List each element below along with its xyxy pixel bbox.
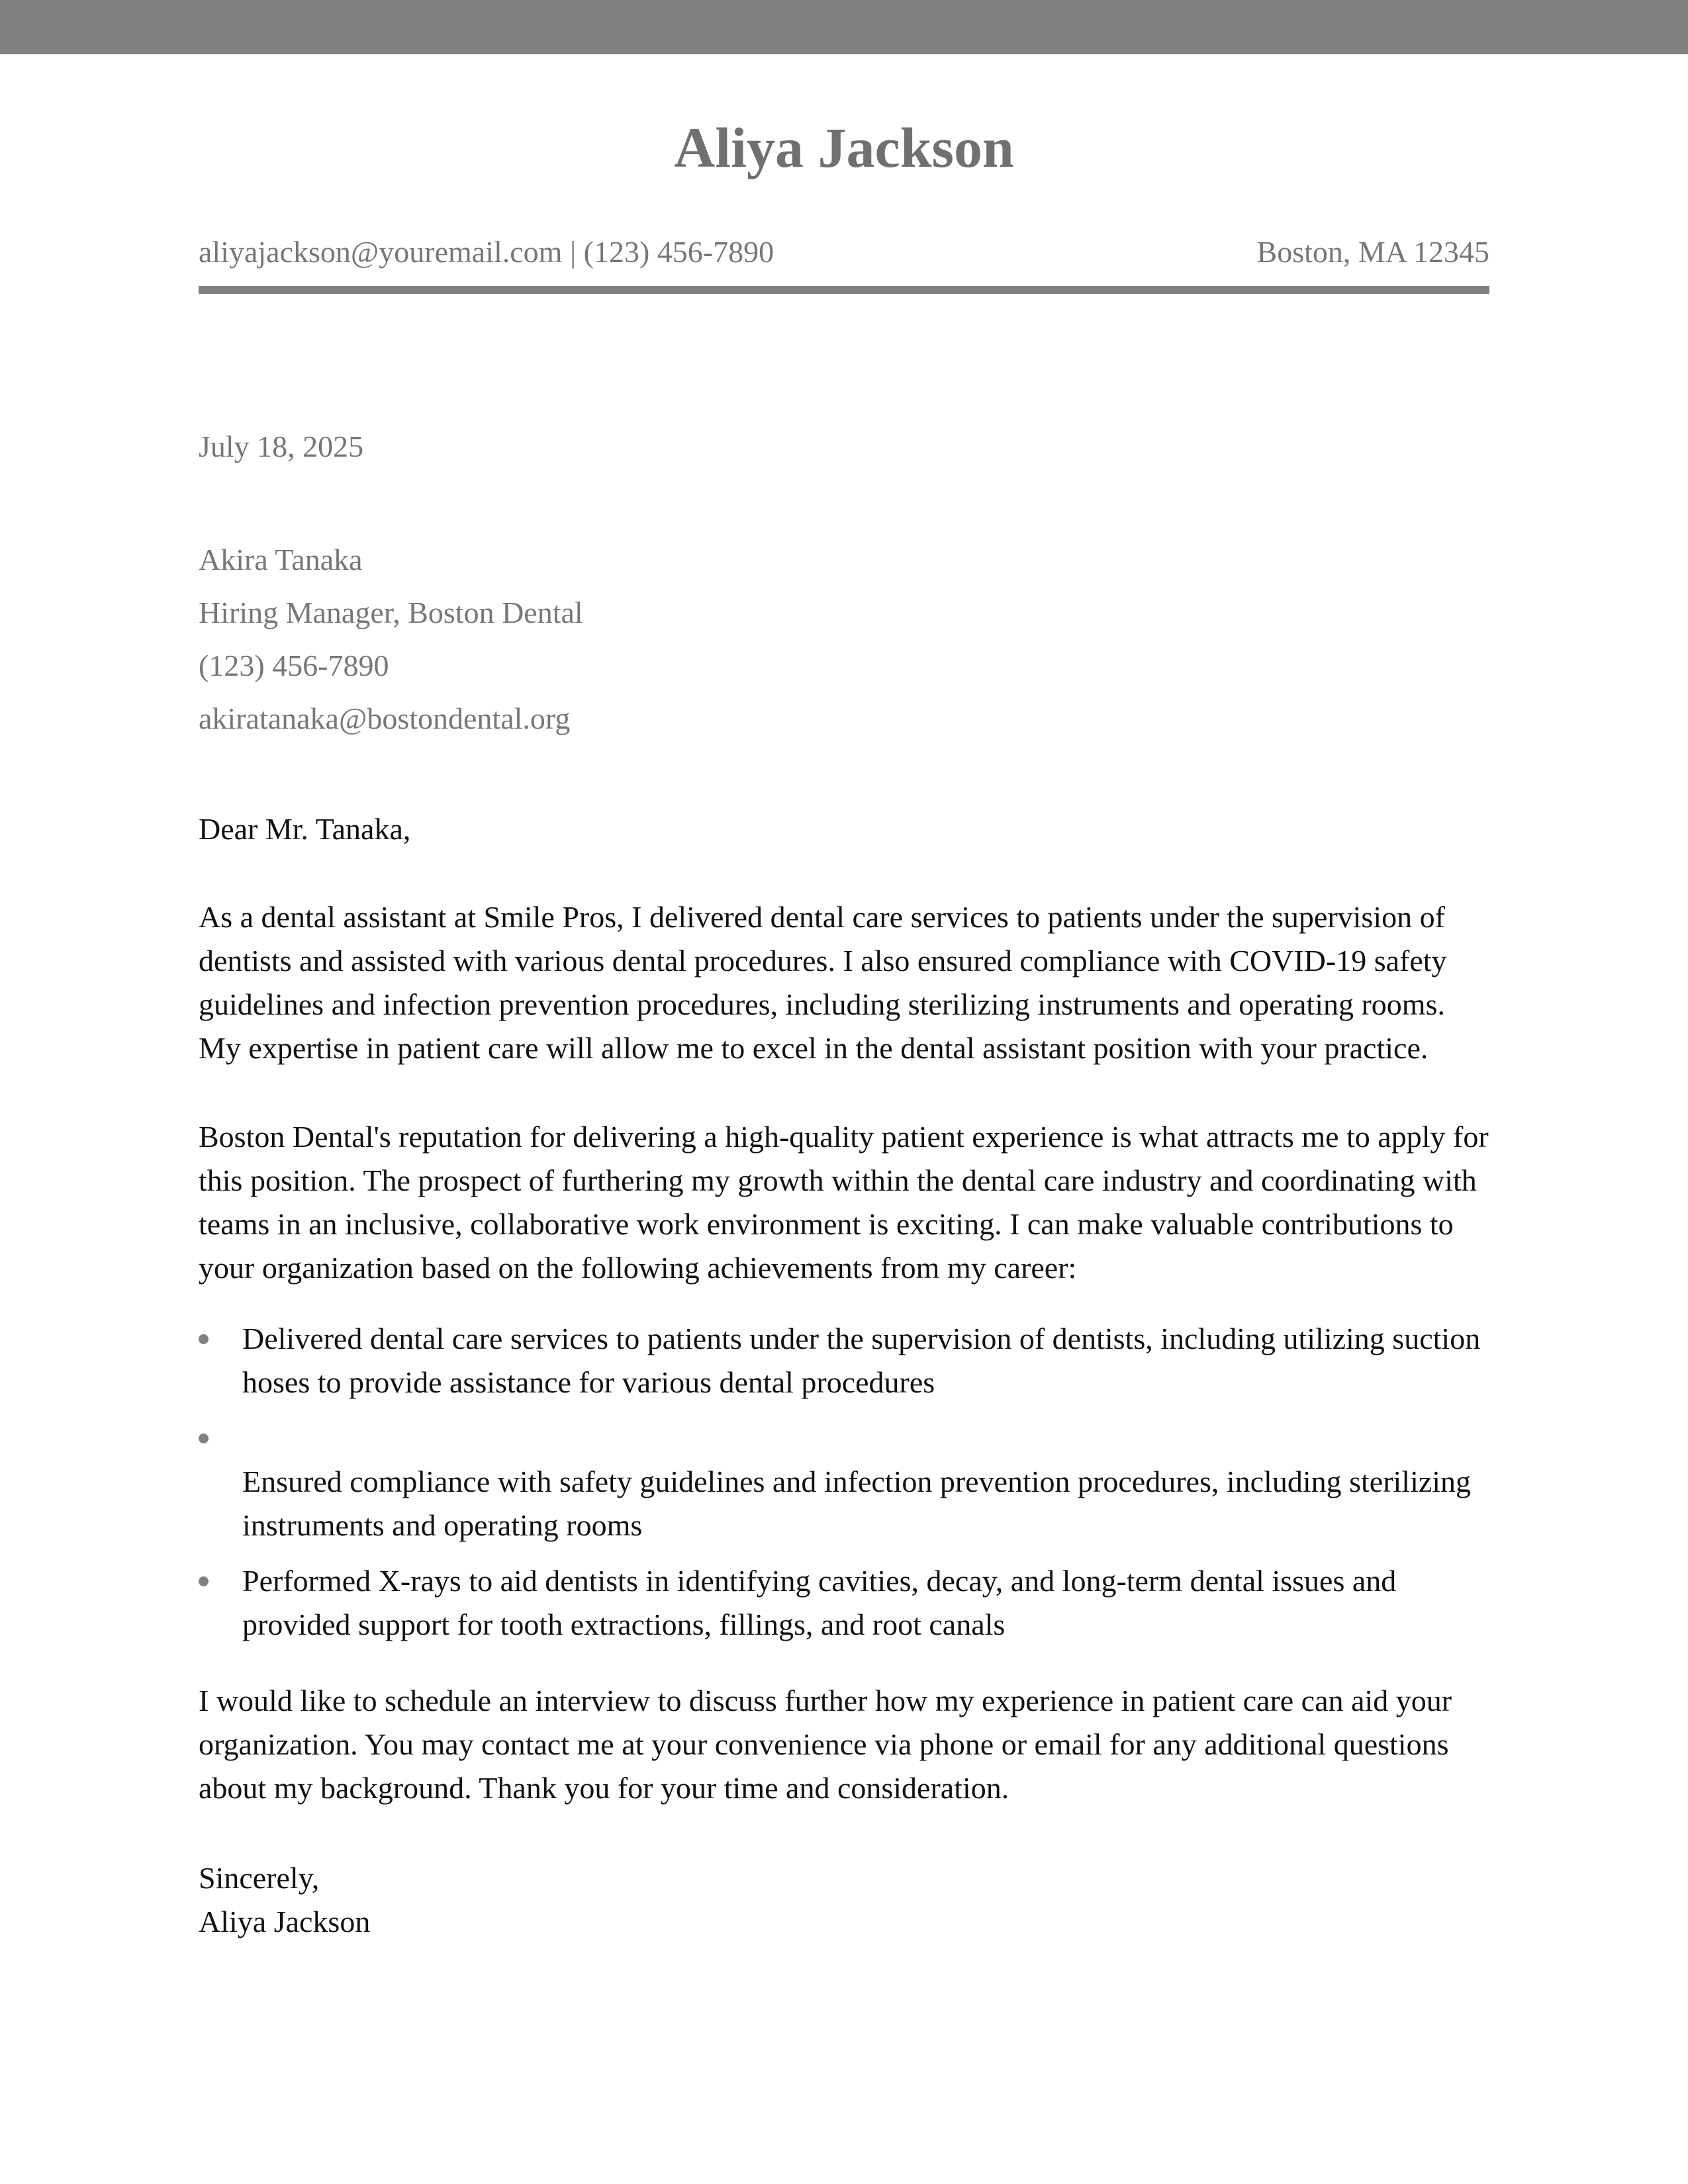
achievements-list (199, 1317, 1489, 1659)
sign-off (199, 1856, 1489, 1944)
sender-contact-row (199, 237, 1489, 277)
closing-salutation: Sincerely, (199, 1861, 320, 1895)
letter-date: July 18, 2025 (199, 430, 364, 463)
list-item-text: Ensured compliance with safety guidelines and infection prevention procedures, including sterilizing instruments and operating rooms (242, 1465, 1472, 1542)
list-item-empty (199, 1416, 1489, 1460)
recipient-phone: (123) 456-7890 (199, 649, 389, 682)
paragraph-intro: As a dental assistant at Smile Pros, I delivered dental care services to patients under the supervision of dentists and assisted with various dental procedures. I also ensured compliance with COVID-19 safety guidelines and infection prevention procedures, including sterilizing instruments and operating rooms. My expertise in patient care will allow me to excel in the dental assistant position with your practice. (199, 900, 1447, 1065)
recipient-name: Akira Tanaka (199, 543, 363, 576)
top-band (0, 0, 1688, 54)
greeting: Dear Mr. Tanaka, (199, 812, 411, 846)
sender-location: Boston, MA 12345 (1256, 235, 1489, 269)
paragraph-motivation: Boston Dental's reputation for delivering a high-quality patient experience is what attracts me to apply for this position. The prospect of furthering my growth within the dental care industry and coordinating with teams in an inclusive, collaborative work environment is exciting. I can make valuable contributions to your organization based on the following achievements from my career: (199, 1120, 1489, 1285)
list-item (199, 1460, 1489, 1547)
signature-name: Aliya Jackson (199, 1905, 371, 1938)
list-item (199, 1559, 1489, 1647)
header-divider (199, 286, 1489, 294)
list-item-text: Performed X-rays to aid dentists in identifying cavities, decay, and long-term dental issues and provided support for tooth extractions, fillings, and root canals (242, 1564, 1397, 1641)
bullet-dot-icon (199, 1576, 209, 1586)
bullet-dot-icon (199, 1433, 209, 1443)
recipient-title: Hiring Manager, Boston Dental (199, 596, 583, 629)
sender-name: Aliya Jackson (674, 116, 1014, 179)
recipient-email: akiratanaka@bostondental.org (199, 702, 571, 735)
list-item-text: Delivered dental care services to patients under the supervision of dentists, including utilizing suction hoses to provide assistance for various dental procedures (242, 1322, 1481, 1399)
sender-email-phone: aliyajackson@youremail.com | (123) 456-7890 (199, 235, 774, 269)
bullet-dot-icon (199, 1334, 209, 1344)
recipient-block (199, 539, 583, 751)
paragraph-closing: I would like to schedule an interview to discuss further how my experience in patient care can aid your organization. You may contact me at your convenience via phone or email for any additional questions about my background. Thank you for your time and consideration. (199, 1684, 1452, 1805)
list-item (199, 1317, 1489, 1404)
